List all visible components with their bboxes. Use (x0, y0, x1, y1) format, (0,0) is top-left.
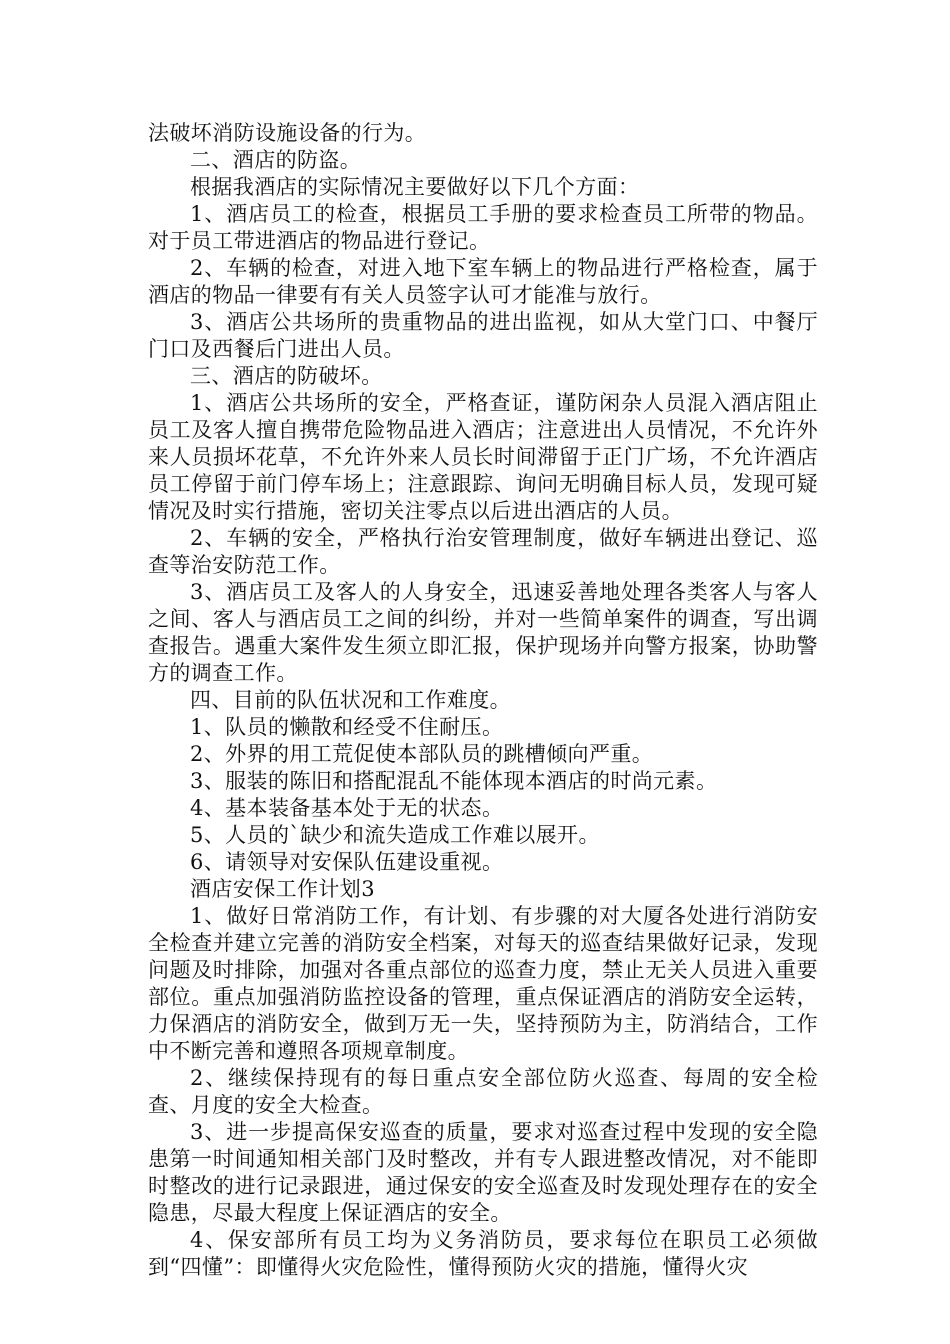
paragraph: 1、做好日常消防工作，有计划、有步骤的对大厦各处进行消防安全检查并建立完善的消防安全档案，对每天的巡查结果做好记录，发现问题及时排除，加强对各重点部位的巡查力度，禁止无关人员进入重要部位。重点加强消防监控设备的管理，重点保证酒店的消防安全运转，力保酒店的消防安全，做到万无一失，坚持预防为主，防消结合，工作中不断完善和遵照各项规章制度。 (148, 904, 818, 1063)
paragraph: 4、基本装备基本处于无的状态。 (190, 796, 504, 820)
paragraph: 3、酒店员工及客人的人身安全，迅速妥善地处理各类客人与客人之间、客人与酒店员工之间的纠纷，并对一些简单案件的调查，写出调查报告。遇重大案件发生须立即汇报，保护现场并向警方报案，协助警方的调查工作。 (148, 580, 818, 685)
paragraph: 4、保安部所有员工均为义务消防员，要求每位在职员工必须做到“四懂”：即懂得火灾危险性，懂得预防火灾的措施，懂得火灾 (148, 1228, 818, 1279)
paragraph: 3、服装的陈旧和搭配混乱不能体现本酒店的时尚元素。 (190, 769, 718, 793)
paragraph: 2、继续保持现有的每日重点安全部位防火巡查、每周的安全检查、月度的安全大检查。 (148, 1066, 818, 1117)
section-heading: 四、目前的队伍状况和工作难度。 (190, 688, 511, 712)
paragraph: 3、进一步提高保安巡查的质量，要求对巡查过程中发现的安全隐患第一时间通知相关部门及时整改，并有专人跟进整改情况，对不能即时整改的进行记录跟进，通过保安的安全巡查及时发现处理存在的安全隐患，尽最大程度上保证酒店的安全。 (148, 1120, 818, 1225)
paragraph: 根据我酒店的实际情况主要做好以下几个方面： (190, 175, 640, 199)
paragraph: 2、外界的用工荒促使本部队员的跳槽倾向严重。 (190, 742, 654, 766)
paragraph: 5、人员的`缺少和流失造成工作难以展开。 (190, 823, 600, 847)
paragraph: 1、酒店员工的检查，根据员工手册的要求检查员工所带的物品。对于员工带进酒店的物品进行登记。 (148, 202, 818, 253)
document-body (148, 120, 818, 1281)
section-heading: 二、酒店的防盗。 (190, 148, 362, 172)
paragraph: 法破坏消防设施设备的行为。 (148, 121, 427, 145)
paragraph: 6、请领导对安保队伍建设重视。 (190, 850, 504, 874)
section-title: 酒店安保工作计划3 (190, 877, 375, 901)
section-heading: 三、酒店的防破坏。 (190, 364, 383, 388)
paragraph: 3、酒店公共场所的贵重物品的进出监视，如从大堂门口、中餐厅门口及西餐后门进出人员。 (148, 310, 818, 361)
paragraph: 1、队员的懒散和经受不住耐压。 (190, 715, 504, 739)
paragraph: 2、车辆的检查，对进入地下室车辆上的物品进行严格检查，属于酒店的物品一律要有有关人员签字认可才能准与放行。 (148, 256, 818, 307)
paragraph: 2、车辆的安全，严格执行治安管理制度，做好车辆进出登记、巡查等治安防范工作。 (148, 526, 818, 577)
paragraph: 1、酒店公共场所的安全，严格查证，谨防闲杂人员混入酒店阻止员工及客人擅自携带危险物品进入酒店；注意进出人员情况，不允许外来人员损坏花草，不允许外来人员长时间滞留于正门广场，不允许酒店员工停留于前门停车场上；注意跟踪、询问无明确目标人员，发现可疑情况及时实行措施，密切关注零点以后进出酒店的人员。 (148, 391, 818, 523)
